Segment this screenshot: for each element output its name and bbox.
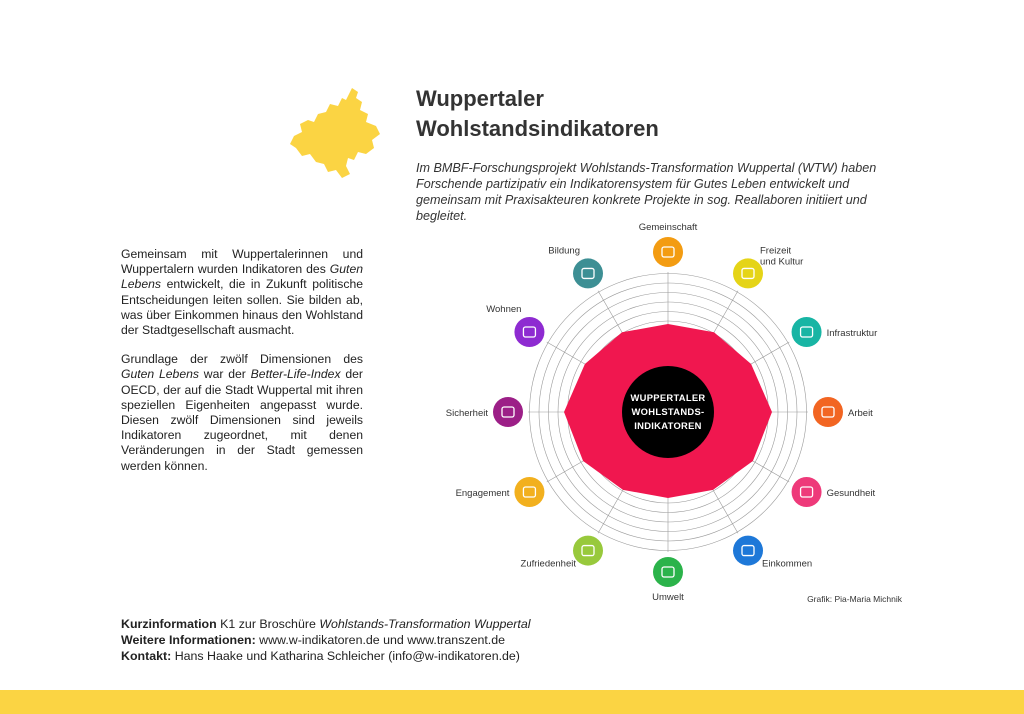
wuppertal-map-icon bbox=[288, 86, 384, 180]
footer-line-2 bbox=[121, 632, 821, 648]
footer-line-3-text: Hans Haake und Katharina Schleicher (info@w-indikatoren.de) bbox=[171, 649, 520, 663]
graphic-credit: Grafik: Pia-Maria Michnik bbox=[807, 594, 902, 604]
p2-text-c: der OECD, der auf die Stadt Wuppertal mit ihren speziellen Eigenheiten angepasst wurde. Diesen zwölf Dimensionen sind jeweils Indikatoren zugeordnet, mit denen Veränderungen in der Stadt gemessen werden können. bbox=[121, 367, 363, 473]
paragraph-2 bbox=[121, 352, 363, 474]
tree-icon bbox=[653, 557, 683, 587]
title-line-2: Wohlstandsindikatoren bbox=[416, 116, 659, 141]
footer-line-1-bold: Kurzinformation bbox=[121, 617, 217, 631]
dimension-label: Gesundheit bbox=[826, 488, 876, 499]
page-title bbox=[416, 84, 836, 144]
p1-text-a: Gemeinsam mit Wuppertalerinnen und Wuppertalern wurden Indikatoren des bbox=[121, 247, 363, 277]
bottom-color-bar bbox=[0, 690, 1024, 714]
people-icon bbox=[653, 237, 683, 267]
dimension-label: Gemeinschaft bbox=[638, 222, 698, 233]
dimension-label: Bildung bbox=[548, 245, 580, 257]
briefcase-icon bbox=[813, 397, 843, 427]
house-icon bbox=[514, 317, 544, 347]
speech-icon bbox=[514, 477, 544, 507]
footer-line-1 bbox=[121, 616, 821, 632]
p1-text-b: entwickelt, die in Zukunft politische Entscheidungen leiten sollen. Sie bilden ab, was über Einkommen hinaus den Wohlstand der Stadtgesellschaft ausmacht. bbox=[121, 277, 363, 338]
wallet-icon bbox=[733, 536, 763, 566]
paragraph-1 bbox=[121, 247, 363, 338]
p2-emphasis-1: Guten Lebens bbox=[121, 367, 199, 382]
dimension-label: Sicherheit bbox=[445, 408, 488, 419]
footer-line-3-bold: Kontakt: bbox=[121, 649, 172, 663]
center-label: INDIKATOREN bbox=[634, 420, 702, 431]
footer-line-1-emphasis: Wohlstands-Transformation Wuppertal bbox=[319, 617, 531, 631]
p2-text-b: war der bbox=[199, 367, 251, 382]
footer-line-3 bbox=[121, 648, 821, 664]
p1-emphasis: Guten Lebens bbox=[121, 262, 363, 292]
dimension-label: Umwelt bbox=[652, 592, 684, 603]
dimension-label: Einkommen bbox=[762, 558, 813, 570]
dimension-label: Wohnen bbox=[486, 304, 522, 315]
bus-icon bbox=[792, 317, 822, 347]
footer-info bbox=[121, 616, 821, 664]
smiley-icon bbox=[573, 536, 603, 566]
dimension-label-line-2: und Kultur bbox=[760, 256, 804, 268]
dimension-label: Freizeit bbox=[760, 245, 792, 257]
dimension-label: Zufriedenheit bbox=[520, 558, 576, 570]
intro-text: Im BMBF-Forschungsprojekt Wohlstands-Transformation Wuppertal (WTW) haben Forschende partizipativ ein Indikatorensystem für Gutes Leben entwickelt und gemeinsam mit Praxisakteuren konkrete Projekte in sog. Reallaboren initiiert und begleitet. bbox=[416, 161, 877, 223]
p2-emphasis-2: Better-Life-Index bbox=[250, 367, 341, 382]
body-text bbox=[121, 247, 363, 488]
dimension-label: Infrastruktur bbox=[826, 328, 878, 339]
footer-line-2-bold: Weitere Informationen: bbox=[121, 633, 256, 647]
center-label: WOHLSTANDS- bbox=[631, 406, 705, 417]
footer-line-2-text: www.w-indikatoren.de und www.transzent.de bbox=[255, 633, 506, 647]
umbrella-icon bbox=[733, 258, 763, 288]
footer-line-1-text: K1 zur Broschüre bbox=[216, 617, 320, 631]
lock-icon bbox=[493, 397, 523, 427]
title-line-1: Wuppertaler bbox=[416, 86, 544, 111]
dimension-label: Engagement bbox=[455, 488, 510, 499]
center-label: WUPPERTALER bbox=[630, 392, 706, 403]
p2-text-a: Grundlage der zwölf Dimensionen des bbox=[121, 352, 363, 367]
dimension-label: Arbeit bbox=[848, 408, 873, 419]
heart-icon bbox=[792, 477, 822, 507]
graduation-cap-icon bbox=[573, 258, 603, 288]
